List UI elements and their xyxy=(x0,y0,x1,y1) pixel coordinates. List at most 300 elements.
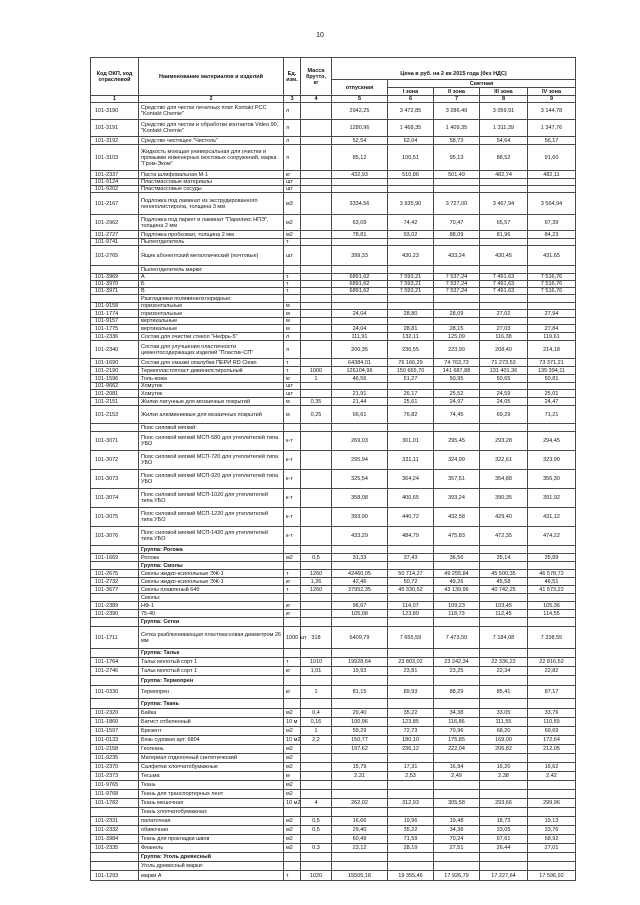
unit-cell: м2 xyxy=(284,826,301,835)
mass-cell xyxy=(301,318,332,325)
zone-4-price-cell: 114,55 xyxy=(528,610,576,618)
zone-4-price-cell: 323,90 xyxy=(528,451,576,470)
table-row xyxy=(91,667,576,676)
release-price-cell: 3334,56 xyxy=(332,193,388,215)
zone-4-price-cell: 69,69 xyxy=(528,727,576,736)
name-cell: Смолы: xyxy=(139,594,284,602)
zone-1-price-cell: 26,17 xyxy=(388,390,434,398)
name-cell: палаточная xyxy=(139,817,284,826)
table-row xyxy=(91,193,576,215)
name-cell: Пояс силовой мягкий МСП-580 для утеплителей типа УБО xyxy=(139,432,284,451)
table-row xyxy=(91,246,576,266)
zone-3-price-cell xyxy=(480,676,528,686)
zone-3-price-cell xyxy=(480,318,528,325)
section-heading-row xyxy=(91,266,576,274)
unit-cell xyxy=(284,594,301,602)
zone-3-price-cell xyxy=(480,781,528,790)
mass-cell xyxy=(301,790,332,799)
release-price-cell: 29,40 xyxy=(332,709,388,718)
code-cell: 101-9235 xyxy=(91,754,139,763)
name-cell: Материал отделочный синтетический xyxy=(139,754,284,763)
zone-4-price-cell: 482,11 xyxy=(528,171,576,179)
name-cell: Ткань мешочная xyxy=(139,799,284,808)
zone-3-price-cell: 111,55 xyxy=(480,718,528,727)
zone-1-price-cell: 50 714,27 xyxy=(388,570,434,578)
mass-cell: 1,01 xyxy=(301,667,332,676)
mass-cell xyxy=(301,527,332,546)
zone-3-price-cell xyxy=(480,649,528,658)
table-row xyxy=(91,274,576,281)
code-cell xyxy=(91,618,139,627)
unit-cell: т xyxy=(284,367,301,375)
name-cell: Пояс силовой мягкий МСП-720 для утеплителей типа УБО xyxy=(139,451,284,470)
release-price-cell xyxy=(332,562,388,570)
code-cell: 101-9124 xyxy=(91,179,139,186)
zone-2-price-cell: 23,25 xyxy=(434,667,480,676)
table-row xyxy=(91,610,576,618)
name-cell: Пояс силовой мягкий МСП-1420 для утеплителей типа УБО xyxy=(139,527,284,546)
zone-2-price-cell: 28,09 xyxy=(434,310,480,318)
zone-3-price-cell xyxy=(480,862,528,871)
zone-4-price-cell xyxy=(528,618,576,627)
table-row xyxy=(91,586,576,594)
zone-3-price-cell: 430,45 xyxy=(480,246,528,266)
mass-cell: 0,5 xyxy=(301,554,332,562)
zone-1-price-cell: 150 665,70 xyxy=(388,367,434,375)
release-price-cell: 16,66 xyxy=(332,817,388,826)
unit-cell xyxy=(284,618,301,627)
section-heading-row xyxy=(91,295,576,303)
zone-3-price-cell: 7 184,08 xyxy=(480,627,528,649)
name-cell: Батист отбеленный xyxy=(139,718,284,727)
header-zone-2: II зона xyxy=(434,88,480,96)
zone-1-price-cell xyxy=(388,676,434,686)
zone-4-price-cell: 1 347,76 xyxy=(528,120,576,137)
zone-2-price-cell: 28,15 xyxy=(434,325,480,333)
release-price-cell xyxy=(332,862,388,871)
mass-cell xyxy=(301,508,332,527)
name-cell: Подложка под ламинат из экструдированного пенополистирола, толщина 3 мм xyxy=(139,193,284,215)
zone-1-price-cell: 400,65 xyxy=(388,489,434,508)
zone-1-price-cell: 3 472,85 xyxy=(388,103,434,120)
table-row xyxy=(91,406,576,424)
zone-4-price-cell: 73 371,21 xyxy=(528,359,576,367)
zone-2-price-cell: 36,56 xyxy=(434,554,480,562)
zone-1-price-cell: 7 593,21 xyxy=(388,281,434,288)
name-cell: А xyxy=(139,274,284,281)
zone-2-price-cell: 324,99 xyxy=(434,451,480,470)
unit-cell: м2 xyxy=(284,215,301,231)
mass-cell xyxy=(301,618,332,627)
table-row xyxy=(91,790,576,799)
zone-2-price-cell: 58,73 xyxy=(434,137,480,145)
code-cell: 101-3103 xyxy=(91,145,139,171)
zone-4-price-cell: 391,92 xyxy=(528,489,576,508)
code-cell xyxy=(91,546,139,554)
zone-3-price-cell: 54,64 xyxy=(480,137,528,145)
column-number: 4 xyxy=(301,96,332,103)
unit-cell: м2 xyxy=(284,781,301,790)
name-cell: Б xyxy=(139,281,284,288)
unit-cell: 1000 шт xyxy=(284,627,301,649)
zone-1-price-cell: 331,11 xyxy=(388,451,434,470)
mass-cell: 1 xyxy=(301,375,332,383)
zone-4-price-cell: 87,17 xyxy=(528,686,576,699)
zone-2-price-cell xyxy=(434,699,480,709)
zone-4-price-cell: 431,65 xyxy=(528,246,576,266)
table-row xyxy=(91,398,576,406)
release-price-cell: 19928,64 xyxy=(332,658,388,667)
release-price-cell: 64384,01 xyxy=(332,359,388,367)
code-cell: 101-2336 xyxy=(91,333,139,341)
code-cell: 101-1669 xyxy=(91,554,139,562)
mass-cell: 4 xyxy=(301,799,332,808)
unit-cell: шт xyxy=(284,383,301,390)
zone-1-price-cell: 35,22 xyxy=(388,826,434,835)
zone-4-price-cell: 2,42 xyxy=(528,772,576,781)
code-cell: 101-2962 xyxy=(91,215,139,231)
zone-1-price-cell: 72,73 xyxy=(388,727,434,736)
zone-3-price-cell: 24,59 xyxy=(480,390,528,398)
zone-2-price-cell: 16,94 xyxy=(434,763,480,772)
release-price-cell: 21,91 xyxy=(332,390,388,398)
code-cell: 101-3971 xyxy=(91,288,139,295)
unit-cell: к-т xyxy=(284,451,301,470)
name-cell: Пластмассовые сосуды xyxy=(139,186,284,193)
table-row xyxy=(91,709,576,718)
code-cell: 101-9158 xyxy=(91,303,139,310)
zone-3-price-cell: 18,73 xyxy=(480,817,528,826)
zone-3-price-cell: 71 273,53 xyxy=(480,359,528,367)
zone-2-price-cell: 23 242,34 xyxy=(434,658,480,667)
code-cell: 101-1293 xyxy=(91,871,139,881)
mass-cell: 0,3 xyxy=(301,844,332,853)
zone-3-price-cell: 1 311,39 xyxy=(480,120,528,137)
section-heading-row xyxy=(91,546,576,554)
release-price-cell xyxy=(332,618,388,627)
name-cell: Ткань хлопчатобумажная: xyxy=(139,808,284,817)
code-cell: 101-0133 xyxy=(91,736,139,745)
zone-3-price-cell: 3 059,91 xyxy=(480,103,528,120)
zone-1-price-cell xyxy=(388,754,434,763)
table-row xyxy=(91,554,576,562)
zone-3-price-cell: 81,96 xyxy=(480,231,528,239)
unit-cell: т xyxy=(284,281,301,288)
release-price-cell xyxy=(332,546,388,554)
zone-2-price-cell xyxy=(434,546,480,554)
name-cell: обивочная xyxy=(139,826,284,835)
name-cell: Смолы жидко-ксилольные ЭЖ-1 xyxy=(139,570,284,578)
mass-cell xyxy=(301,288,332,295)
zone-3-price-cell xyxy=(480,303,528,310)
release-price-cell: 100,96 xyxy=(332,718,388,727)
zone-1-price-cell: 440,72 xyxy=(388,508,434,527)
unit-cell: т xyxy=(284,274,301,281)
mass-cell xyxy=(301,754,332,763)
zone-4-price-cell: 22 816,52 xyxy=(528,658,576,667)
zone-2-price-cell: 357,51 xyxy=(434,470,480,489)
mass-cell xyxy=(301,745,332,754)
code-cell: 101-9157 xyxy=(91,318,139,325)
table-row xyxy=(91,686,576,699)
release-price-cell: 63,09 xyxy=(332,215,388,231)
zone-4-price-cell: 25,01 xyxy=(528,390,576,398)
code-cell: 101-2373 xyxy=(91,772,139,781)
column-number: 6 xyxy=(388,96,434,103)
section-heading-row xyxy=(91,676,576,686)
table-row xyxy=(91,310,576,318)
zone-4-price-cell xyxy=(528,862,576,871)
release-price-cell xyxy=(332,594,388,602)
zone-2-price-cell xyxy=(434,303,480,310)
code-cell xyxy=(91,266,139,274)
mass-cell: 2,2 xyxy=(301,736,332,745)
table-row xyxy=(91,578,576,586)
mass-cell xyxy=(301,310,332,318)
name-cell: Состав для улучшения пластичности цементосодержащих изделий "Пластик-СП" xyxy=(139,341,284,359)
unit-cell: м2 xyxy=(284,727,301,736)
zone-2-price-cell xyxy=(434,239,480,246)
zone-4-price-cell: 68,92 xyxy=(528,835,576,844)
name-cell: Геоткань xyxy=(139,745,284,754)
release-price-cell: 60,49 xyxy=(332,835,388,844)
mass-cell xyxy=(301,274,332,281)
zone-4-price-cell xyxy=(528,266,576,274)
unit-cell: кг xyxy=(284,686,301,699)
release-price-cell: 197,62 xyxy=(332,745,388,754)
mass-cell xyxy=(301,772,332,781)
code-cell: 101-2081 xyxy=(91,390,139,398)
zone-2-price-cell xyxy=(434,266,480,274)
table-body xyxy=(91,103,576,881)
release-price-cell: 66,61 xyxy=(332,406,388,424)
zone-2-price-cell xyxy=(434,853,480,862)
name-cell: Пылеотделитель xyxy=(139,239,284,246)
zone-3-price-cell: 45 500,35 xyxy=(480,570,528,578)
zone-2-price-cell: 3 727,00 xyxy=(434,193,480,215)
name-cell: Пояс силовой мягкий МСП-1220 для утеплителей типа УБО xyxy=(139,508,284,527)
code-cell: 101-9768 xyxy=(91,790,139,799)
unit-cell xyxy=(284,862,301,871)
table-header xyxy=(91,58,576,103)
zone-2-price-cell: 95,13 xyxy=(434,145,480,171)
zone-2-price-cell: 74 763,73 xyxy=(434,359,480,367)
mass-cell: 0,5 xyxy=(301,817,332,826)
zone-3-price-cell: 3 467,94 xyxy=(480,193,528,215)
table-row xyxy=(91,602,576,610)
name-cell: Паста шлифовальная М-1 xyxy=(139,171,284,179)
unit-cell xyxy=(284,266,301,274)
zone-2-price-cell: 34,38 xyxy=(434,826,480,835)
mass-cell xyxy=(301,763,332,772)
zone-3-price-cell xyxy=(480,853,528,862)
zone-1-price-cell: 510,86 xyxy=(388,171,434,179)
zone-3-price-cell xyxy=(480,808,528,817)
zone-4-price-cell: 172,64 xyxy=(528,736,576,745)
zone-1-price-cell xyxy=(388,808,434,817)
table-row xyxy=(91,527,576,546)
zone-3-price-cell: 35,14 xyxy=(480,554,528,562)
code-cell: 101-2675 xyxy=(91,570,139,578)
zone-2-price-cell: 70,47 xyxy=(434,215,480,231)
mass-cell: 1 xyxy=(301,727,332,736)
zone-4-price-cell: 46,51 xyxy=(528,578,576,586)
zone-1-price-cell: 312,93 xyxy=(388,799,434,808)
zone-3-price-cell: 27,02 xyxy=(480,310,528,318)
zone-1-price-cell: 23 803,02 xyxy=(388,658,434,667)
zone-2-price-cell xyxy=(434,790,480,799)
unit-cell: м2 xyxy=(284,790,301,799)
name-cell: Состав для очистки стекол "Нефрь-5" xyxy=(139,333,284,341)
zone-3-price-cell: 293,66 xyxy=(480,799,528,808)
release-price-cell: 85,12 xyxy=(332,145,388,171)
zone-1-price-cell: 114,07 xyxy=(388,602,434,610)
table-row xyxy=(91,333,576,341)
table-row xyxy=(91,658,576,667)
table-row xyxy=(91,470,576,489)
unit-cell: т xyxy=(284,239,301,246)
zone-2-price-cell: 49 255,84 xyxy=(434,570,480,578)
zone-2-price-cell xyxy=(434,318,480,325)
release-price-cell xyxy=(332,383,388,390)
table-row xyxy=(91,359,576,367)
zone-1-price-cell: 76 166,29 xyxy=(388,359,434,367)
name-cell: Тальк молотый сорт 1 xyxy=(139,667,284,676)
zone-1-price-cell xyxy=(388,562,434,570)
code-cell: 101-1782 xyxy=(91,799,139,808)
zone-3-price-cell: 67,61 xyxy=(480,835,528,844)
table-row xyxy=(91,186,576,193)
unit-cell: к-т xyxy=(284,527,301,546)
name-cell: вертикальные xyxy=(139,325,284,333)
table-row xyxy=(91,179,576,186)
unit-cell: м2 xyxy=(284,745,301,754)
zone-3-price-cell: 429,40 xyxy=(480,508,528,527)
code-cell: 101-2331 xyxy=(91,817,139,826)
code-cell xyxy=(91,853,139,862)
unit-cell xyxy=(284,853,301,862)
zone-3-price-cell: 65,57 xyxy=(480,215,528,231)
code-cell: 101-2151 xyxy=(91,398,139,406)
table-row xyxy=(91,318,576,325)
release-price-cell xyxy=(332,781,388,790)
zone-1-price-cell xyxy=(388,546,434,554)
zone-1-price-cell xyxy=(388,179,434,186)
zone-1-price-cell: 35,22 xyxy=(388,709,434,718)
zone-2-price-cell: 305,58 xyxy=(434,799,480,808)
release-price-cell: 433,29 xyxy=(332,527,388,546)
zone-3-price-cell: 472,35 xyxy=(480,527,528,546)
zone-4-price-cell: 431,12 xyxy=(528,508,576,527)
unit-cell: м2 xyxy=(284,817,301,826)
release-price-cell: 325,54 xyxy=(332,470,388,489)
zone-4-price-cell: 294,45 xyxy=(528,432,576,451)
zone-3-price-cell: 390,35 xyxy=(480,489,528,508)
unit-cell: м xyxy=(284,772,301,781)
table-row xyxy=(91,718,576,727)
zone-1-price-cell xyxy=(388,318,434,325)
mass-cell: 1,26 xyxy=(301,578,332,586)
mass-cell xyxy=(301,333,332,341)
release-price-cell: 126104,96 xyxy=(332,367,388,375)
zone-4-price-cell xyxy=(528,383,576,390)
zone-2-price-cell: 7 537,24 xyxy=(434,274,480,281)
zone-1-price-cell: 132,11 xyxy=(388,333,434,341)
zone-2-price-cell xyxy=(434,676,480,686)
mass-cell xyxy=(301,239,332,246)
name-cell: Пояс силовой мягкий МСП-920 для утеплителей типа УБО xyxy=(139,470,284,489)
mass-cell: 0,5 xyxy=(301,826,332,835)
table-row xyxy=(91,367,576,375)
zone-2-price-cell xyxy=(434,649,480,658)
release-price-cell: 2942,25 xyxy=(332,103,388,120)
code-cell: 101-2389 xyxy=(91,602,139,610)
release-price-cell: 29,40 xyxy=(332,826,388,835)
mass-cell: 0,25 xyxy=(301,406,332,424)
zone-4-price-cell xyxy=(528,424,576,432)
name-cell: Разгладчики поливинилхлоридные: xyxy=(139,295,284,303)
code-cell: 101-1774 xyxy=(91,310,139,318)
zone-1-price-cell: 1 468,35 xyxy=(388,120,434,137)
code-cell: 101-2370 xyxy=(91,763,139,772)
release-price-cell xyxy=(332,676,388,686)
mass-cell: 1000 xyxy=(301,367,332,375)
code-cell: 101-1597 xyxy=(91,727,139,736)
code-cell: 101-3190 xyxy=(91,103,139,120)
table-row xyxy=(91,570,576,578)
zone-3-price-cell: 22 336,22 xyxy=(480,658,528,667)
zone-3-price-cell: 24,05 xyxy=(480,398,528,406)
code-cell: 101-9765 xyxy=(91,781,139,790)
table-row xyxy=(91,103,576,120)
column-number: 3 xyxy=(284,96,301,103)
zone-4-price-cell xyxy=(528,594,576,602)
zone-2-price-cell: 49,26 xyxy=(434,578,480,586)
unit-cell: л xyxy=(284,120,301,137)
zone-4-price-cell: 7 516,76 xyxy=(528,274,576,281)
zone-3-price-cell: 7 491,63 xyxy=(480,274,528,281)
code-cell xyxy=(91,808,139,817)
release-price-cell: 399,33 xyxy=(332,246,388,266)
name-cell: НФ-1 xyxy=(139,602,284,610)
zone-3-price-cell: 131 401,36 xyxy=(480,367,528,375)
code-cell: 101-2320 xyxy=(91,709,139,718)
name-cell: Термопрен xyxy=(139,686,284,699)
zone-1-price-cell: 19,96 xyxy=(388,817,434,826)
name-cell: Хомутик xyxy=(139,383,284,390)
table-row xyxy=(91,390,576,398)
table-row xyxy=(91,745,576,754)
code-cell: 101-1596 xyxy=(91,375,139,383)
zone-1-price-cell: 76,82 xyxy=(388,406,434,424)
zone-1-price-cell xyxy=(388,594,434,602)
zone-3-price-cell: 40 742,25 xyxy=(480,586,528,594)
zone-4-price-cell: 356,30 xyxy=(528,470,576,489)
code-cell: 101-2335 xyxy=(91,844,139,853)
unit-cell: м2 xyxy=(284,754,301,763)
header-mass: Масса брутто, кг xyxy=(301,58,332,96)
zone-4-price-cell xyxy=(528,699,576,709)
zone-4-price-cell: 16,62 xyxy=(528,763,576,772)
zone-4-price-cell xyxy=(528,318,576,325)
zone-1-price-cell: 25,61 xyxy=(388,398,434,406)
mass-cell: 1260 xyxy=(301,570,332,578)
code-cell: 101-9202 xyxy=(91,186,139,193)
table-row xyxy=(91,451,576,470)
header-release-price: отпускная xyxy=(332,80,388,96)
zone-4-price-cell: 56,17 xyxy=(528,137,576,145)
release-price-cell: 6891,62 xyxy=(332,274,388,281)
